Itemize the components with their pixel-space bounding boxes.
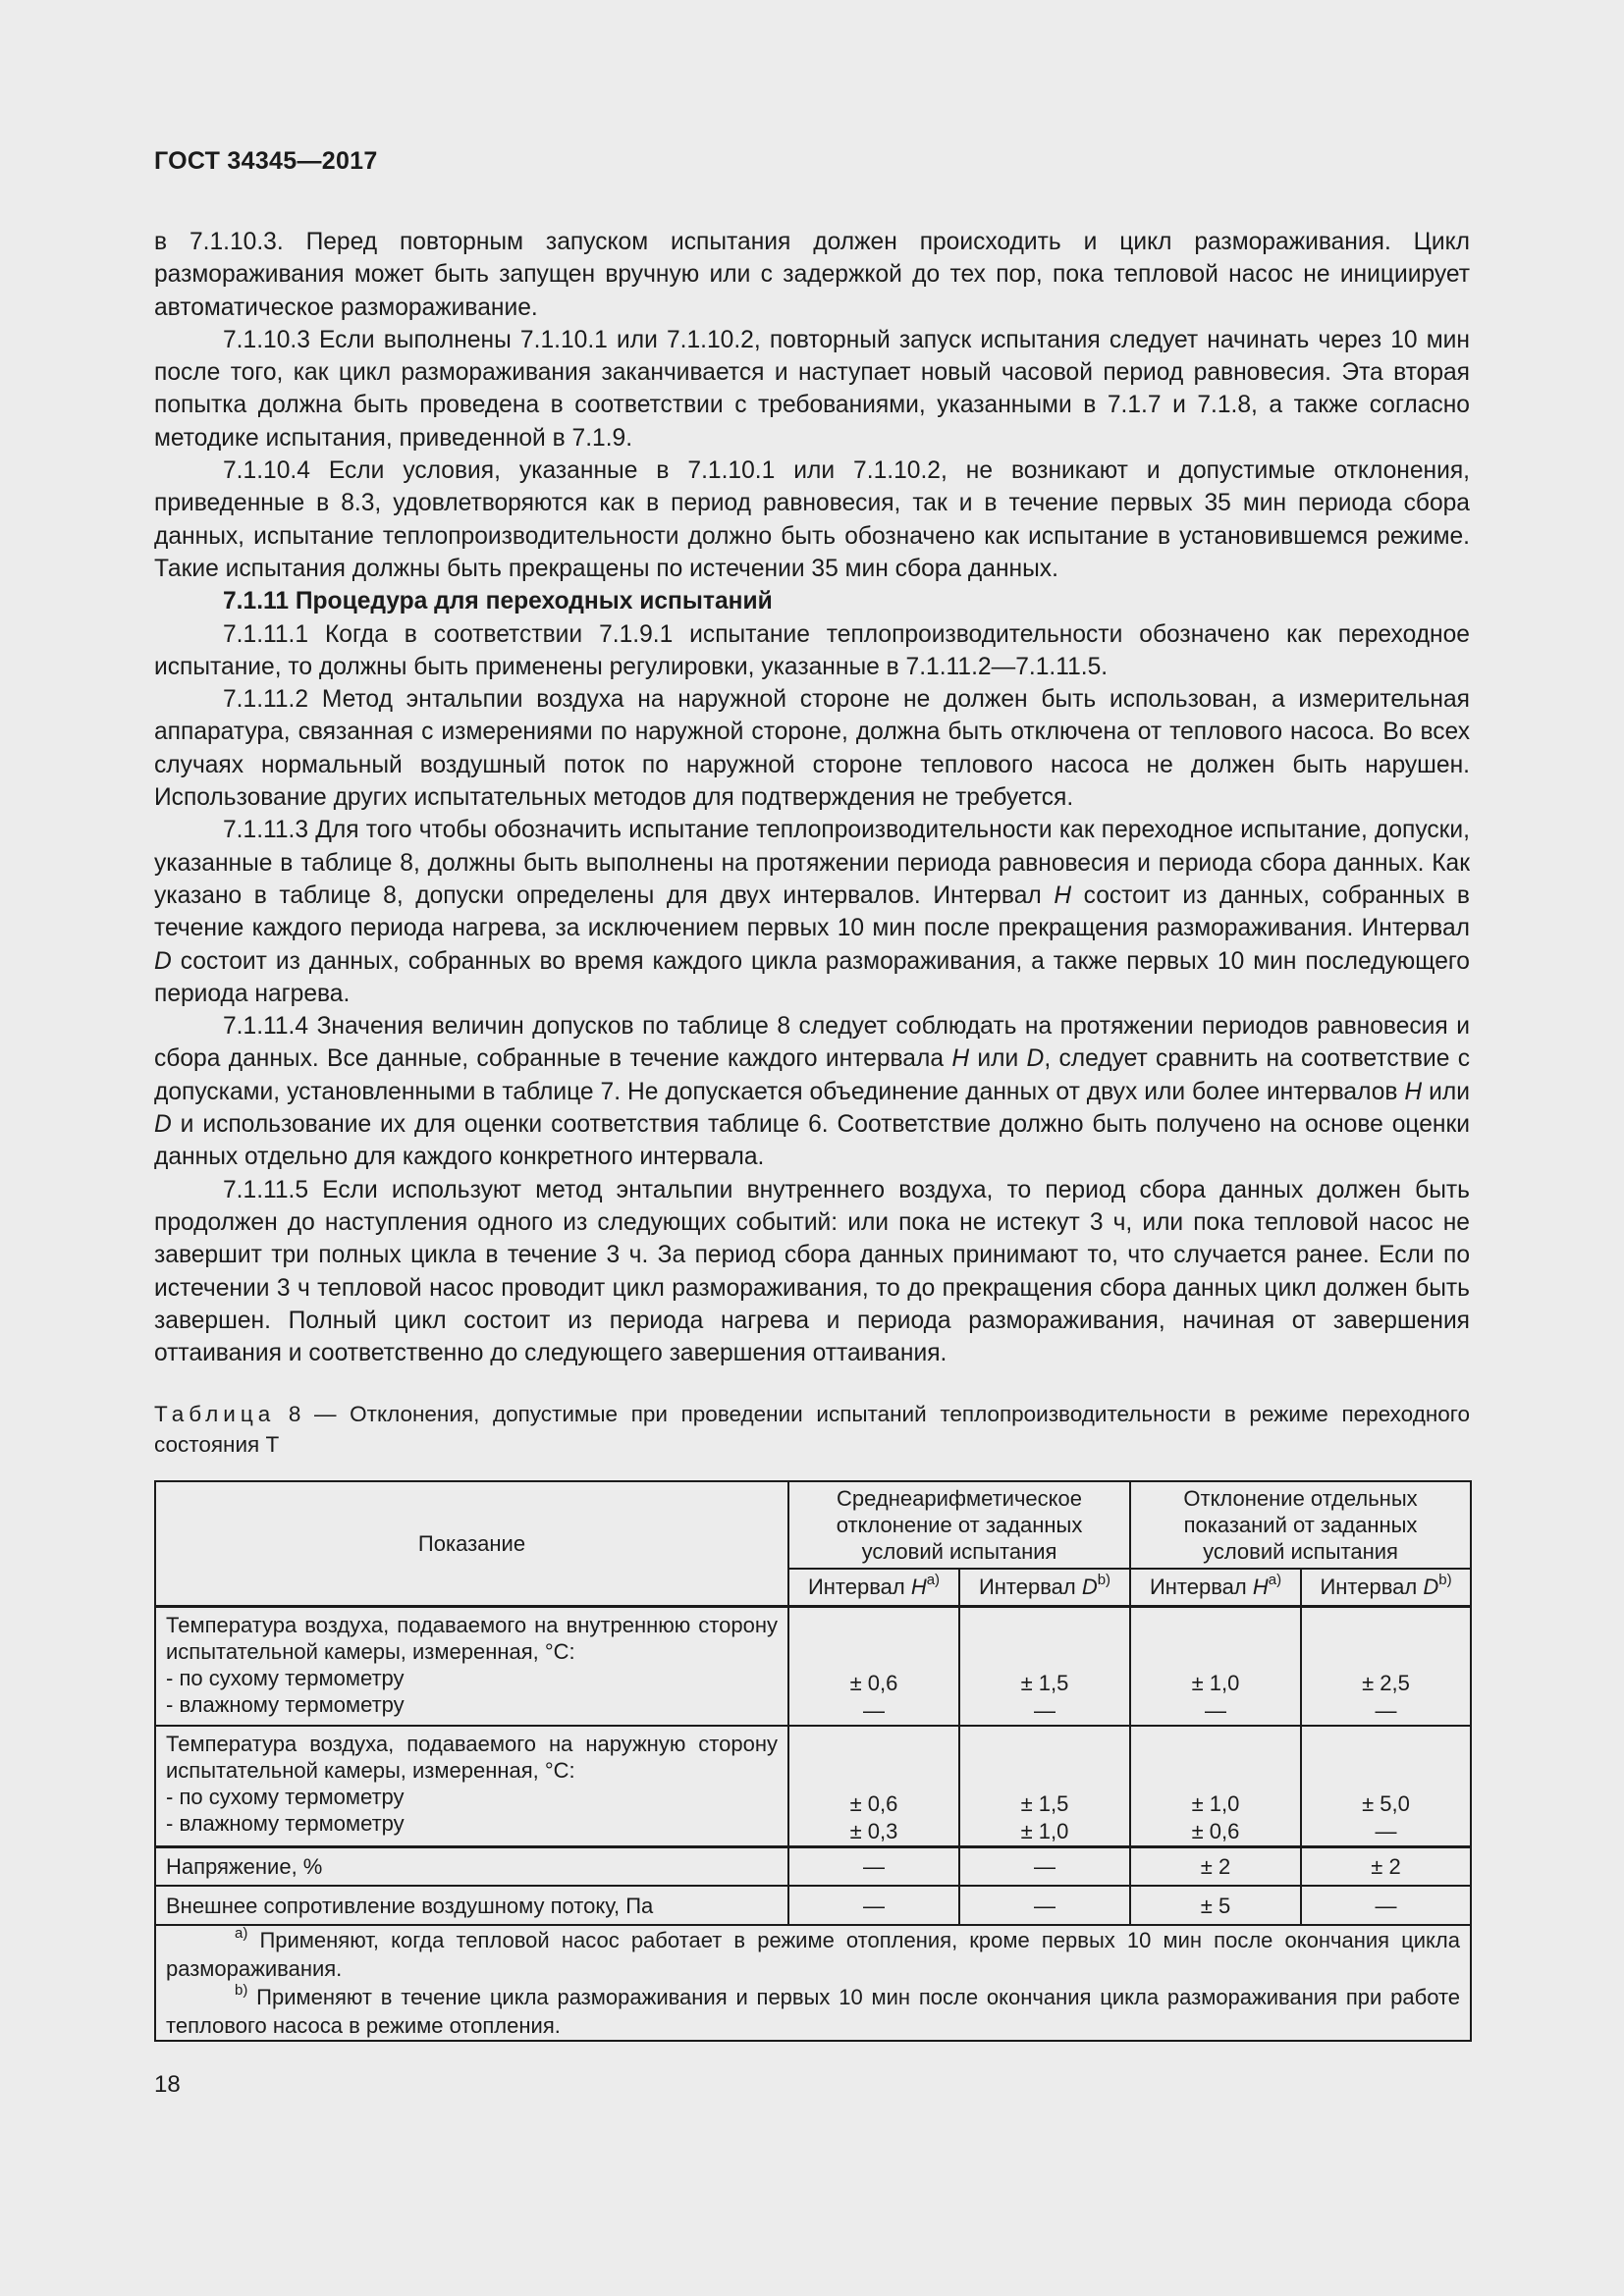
cell-value xyxy=(1301,1606,1471,1726)
value-line: — xyxy=(1375,1698,1397,1723)
row-label: Внешнее сопротивление воздушному потоку, Па xyxy=(155,1886,788,1925)
cell-value xyxy=(788,1606,959,1726)
row-label: Температура воздуха, подаваемого на наружную сторону испытательной камеры, измеренная, °С: - по сухому термометру - влажному термометру xyxy=(155,1726,788,1846)
document-header: ГОСТ 34345—2017 xyxy=(154,147,378,175)
page-number: 18 xyxy=(154,2071,181,2098)
interval-prefix: Интервал xyxy=(1320,1575,1424,1600)
paragraph-7-1-10-3: 7.1.10.3 Если выполнены 7.1.10.1 или 7.1.10.2, повторный запуск испытания следует начинать через 10 мин после того, как цикл размораживания заканчивается и наступает новый часовой период равновесия. Эта вторая попытка должна быть проведена в соответствии с требованиями, указанными в 7.1.7 и 7.1.8, а также согласно методике испытания, приведенной в 7.1.9. xyxy=(154,326,1470,452)
tolerance-table xyxy=(154,1480,1472,2042)
text-run: 7.1.11.3 Для того чтобы обозначить испытание теплопроизводительности как переходное испытание, допуски, указанные в таблице 8, должны быть выполнены на протяжении периода равновесия и периода сбора данных. Как указано в таблице 8, допуски определены для двух интервалов. Интервал xyxy=(154,817,1470,909)
value-line: ± 1,0 xyxy=(1191,1790,1240,1816)
cell-value: — xyxy=(959,1886,1130,1925)
header-interval-h-individual xyxy=(1130,1569,1301,1606)
italic-symbol: D xyxy=(1026,1045,1045,1073)
note-b xyxy=(166,1983,1460,2040)
cell-value: — xyxy=(1301,1886,1471,1925)
header-interval-d-individual xyxy=(1301,1569,1471,1606)
text-run: и использование их для оценки соответствия таблице 6. Соответствие должно быть получено на основе оценки данных отдельно для каждого конкретного интервала. xyxy=(154,1111,1470,1171)
italic-symbol: H xyxy=(1404,1078,1423,1105)
footnote-ref: b) xyxy=(1097,1571,1111,1588)
table-notes-row xyxy=(155,1925,1471,2041)
paragraph-7-1-11-3 xyxy=(154,814,1470,1010)
header-individual-deviation: Отклонение отдельных показаний от заданных условий испытания xyxy=(1130,1481,1471,1569)
interval-prefix: Интервал xyxy=(807,1575,911,1600)
cell-value: ± 5 xyxy=(1130,1886,1301,1925)
table-caption-text: 8 — Отклонения, допустимые при проведении испытаний теплопроизводительности в режиме переходного состояния Т xyxy=(154,1402,1470,1457)
note-a xyxy=(166,1926,1460,1983)
interval-symbol: D xyxy=(1081,1575,1098,1600)
footnote-ref: a) xyxy=(926,1571,941,1588)
cell-value: ± 2 xyxy=(1130,1846,1301,1886)
footnote-marker: a) xyxy=(235,1924,248,1942)
cell-value: — xyxy=(959,1846,1130,1886)
value-line: ± 5,0 xyxy=(1362,1790,1410,1816)
header-interval-h-mean xyxy=(788,1569,959,1606)
value-line: ± 1,0 xyxy=(1020,1818,1069,1843)
table-row xyxy=(155,1606,1471,1726)
table-row xyxy=(155,1886,1471,1925)
table-caption-label: Таблица xyxy=(154,1402,276,1426)
text-run: , следует сравнить на соответствие с допусками, установленными в таблице 7. Не допускается объединение данных от двух или более интервалов xyxy=(154,1045,1470,1105)
value-line: — xyxy=(1034,1698,1056,1723)
value-line: ± 0,6 xyxy=(849,1671,898,1695)
cell-value xyxy=(959,1606,1130,1726)
cell-value xyxy=(1130,1726,1301,1846)
interval-symbol: D xyxy=(1423,1575,1439,1600)
value-line: ± 1,5 xyxy=(1020,1671,1069,1695)
text-run: или xyxy=(1422,1078,1470,1105)
value-line: ± 2,5 xyxy=(1362,1671,1410,1695)
value-line: — xyxy=(1375,1818,1397,1843)
footnote-ref: b) xyxy=(1438,1571,1452,1588)
interval-symbol: H xyxy=(910,1575,927,1600)
paragraph-continuation: в 7.1.10.3. Перед повторным запуском испытания должен происходить и цикл размораживания. Цикл размораживания может быть запущен вручную или с задержкой до тех пор, пока тепловой насос не инициирует автоматическое размораживание. xyxy=(154,229,1470,321)
cell-value: — xyxy=(788,1846,959,1886)
row-label: Напряжение, % xyxy=(155,1846,788,1886)
value-line: — xyxy=(1205,1698,1227,1723)
text-run: состоит из данных, собранных во время каждого цикла размораживания, а также первых 10 мин последующего периода нагрева. xyxy=(154,947,1470,1007)
interval-prefix: Интервал xyxy=(978,1575,1082,1600)
row-label: Температура воздуха, подаваемого на внутреннюю сторону испытательной камеры, измеренная, °С: - по сухому термометру - влажному термометру xyxy=(155,1606,788,1726)
italic-symbol: D xyxy=(154,947,172,975)
cell-value xyxy=(1130,1606,1301,1726)
paragraph-7-1-11-5: 7.1.11.5 Если используют метод энтальпии внутреннего воздуха, то период сбора данных должен быть продолжен до наступления одного из следующих событий: или пока не истекут 3 ч, или пока тепловой насос не завершит три полных цикла в течение 3 ч. За период сбора данных принимают то, что случается ранее. Если по истечении 3 ч тепловой насос проводит цикл размораживания, то до прекращения сбора данных цикл должен быть завершен. Полный цикл состоит из периода нагрева и периода размораживания, начиная от завершения оттаивания и соответственно до следующего завершения оттаивания. xyxy=(154,1176,1470,1367)
interval-symbol: H xyxy=(1252,1575,1269,1600)
header-indicator: Показание xyxy=(155,1481,788,1606)
cell-value: — xyxy=(788,1886,959,1925)
value-line: ± 0,6 xyxy=(849,1790,898,1816)
cell-value xyxy=(788,1726,959,1846)
text-run: состоит из данных, собранных в течение каждого периода нагрева, за исключением первых 10 мин после прекращения размораживания. Интервал xyxy=(154,881,1470,942)
section-heading-7-1-11: 7.1.11 Процедура для переходных испытаний xyxy=(223,588,773,615)
footnote-marker: b) xyxy=(235,1981,248,1999)
value-line: ± 1,5 xyxy=(1020,1790,1069,1816)
table-row xyxy=(155,1726,1471,1846)
table-row xyxy=(155,1846,1471,1886)
text-run: 7.1.11.4 Значения величин допусков по таблице 8 следует соблюдать на протяжении периодов равновесия и сбора данных. Все данные, собранные в течение каждого интервала xyxy=(154,1013,1470,1073)
table-caption xyxy=(154,1399,1470,1460)
header-interval-d-mean xyxy=(959,1569,1130,1606)
italic-symbol: D xyxy=(154,1111,172,1139)
italic-symbol: H xyxy=(1054,881,1072,909)
value-line: ± 0,6 xyxy=(1191,1818,1240,1843)
header-mean-deviation: Среднеарифметическое отклонение от заданных условий испытания xyxy=(788,1481,1130,1569)
note-text: Применяют, когда тепловой насос работает в режиме отопления, кроме первых 10 мин после окончания цикла размораживания. xyxy=(166,1928,1461,1981)
value-line: — xyxy=(863,1698,885,1723)
cell-value xyxy=(959,1726,1130,1846)
cell-value: ± 2 xyxy=(1301,1846,1471,1886)
body-text xyxy=(154,226,1470,1369)
text-run: или xyxy=(969,1045,1027,1073)
value-line: ± 1,0 xyxy=(1191,1671,1240,1695)
interval-prefix: Интервал xyxy=(1149,1575,1253,1600)
cell-value xyxy=(1301,1726,1471,1846)
footnote-ref: a) xyxy=(1268,1571,1282,1588)
note-text: Применяют в течение цикла размораживания и первых 10 мин после окончания цикла размораживания при работе теплового насоса в режиме отопления. xyxy=(166,1985,1461,2038)
paragraph-7-1-11-2: 7.1.11.2 Метод энтальпии воздуха на наружной стороне не должен быть использован, а измерительная аппаратура, связанная с измерениями по наружной стороне, должна быть отключена от теплового насоса. Во всех случаях нормальный воздушный поток по наружной стороне теплового насоса не должен быть нарушен. Использование других испытательных методов для подтверждения не требуется. xyxy=(154,686,1470,812)
paragraph-7-1-11-1: 7.1.11.1 Когда в соответствии 7.1.9.1 испытание теплопроизводительности обозначено как переходное испытание, то должны быть применены регулировки, указанные в 7.1.11.2—7.1.11.5. xyxy=(154,620,1470,680)
paragraph-7-1-10-4: 7.1.10.4 Если условия, указанные в 7.1.10.1 или 7.1.10.2, не возникают и допустимые отклонения, приведенные в 8.3, удовлетворяются как в период равновесия, так и в течение первых 35 мин периода сбора данных, испытание теплопроизводительности должно быть обозначено как испытание в установившемся режиме. Такие испытания должны быть прекращены по истечении 35 мин сбора данных. xyxy=(154,457,1470,582)
italic-symbol: H xyxy=(951,1045,970,1073)
paragraph-7-1-11-4 xyxy=(154,1010,1470,1173)
value-line: ± 0,3 xyxy=(849,1818,898,1843)
table-notes xyxy=(155,1925,1471,2041)
